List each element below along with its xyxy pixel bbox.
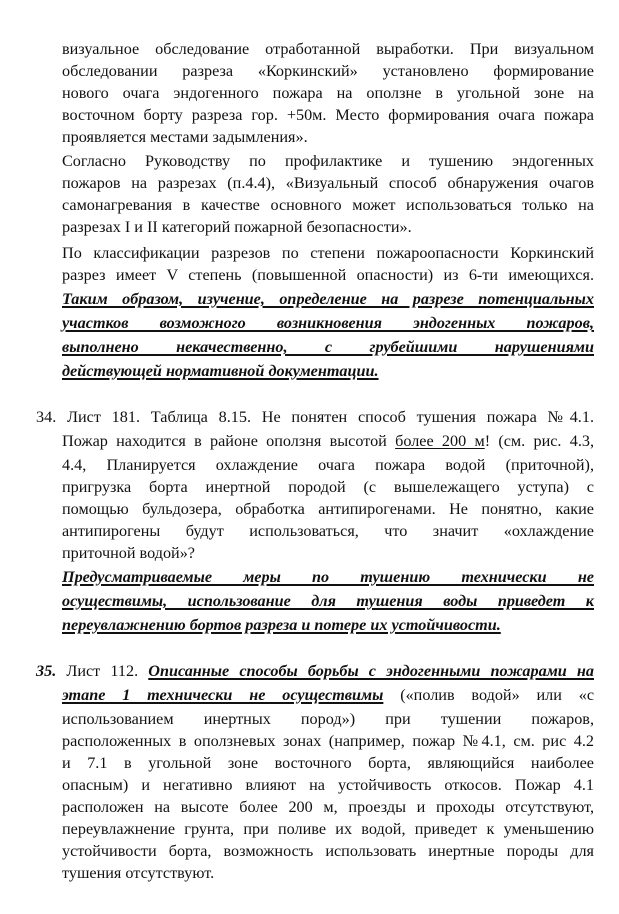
text-line: тушения отсутствуют. xyxy=(62,864,215,882)
text-span: ! (см. рис. 4.3, xyxy=(484,432,595,450)
text-line: нового очага эндогенного пожара на оползне в угольной зоне на xyxy=(62,84,594,102)
text-line: помощью бульдозера, обработка антипирогенами. Не понятно, какие xyxy=(62,500,594,518)
conclusion-line: Предусматриваемые меры по тушению технически не xyxy=(62,568,594,586)
item-35-heading xyxy=(36,660,594,682)
text-line: опасным) и негативно влияют на устойчивость откосов. Пожар 4.1 xyxy=(62,776,594,794)
text-line: антипирогены будут использоваться, что значит «охлаждение xyxy=(62,522,594,540)
text-line: Согласно Руководству по профилактике и тушению эндогенных xyxy=(62,152,594,170)
emphasis-text: Описанные способы борьбы с эндогенными пожарами на xyxy=(148,662,594,680)
conclusion-line: осуществимы, использование для тушения воды приведет к xyxy=(62,592,594,610)
text-line: обследовании разреза «Коркинский» установлено формирование xyxy=(62,62,594,80)
text-line: восточном борту разреза гор. +50м. Место формирования очага пожара xyxy=(62,106,594,124)
text-line: пригрузка борта инертной породой (с вышележащего уступа) с xyxy=(62,478,594,496)
underlined-text: более 200 м xyxy=(395,432,485,450)
text-line: расположен на высоте более 200 м, проезды и проходы отсутствуют, xyxy=(62,798,594,816)
conclusion-line: переувлажнению бортов разреза и потере их устойчивости. xyxy=(62,616,501,634)
text-line: разрезах I и II категорий пожарной безопасности». xyxy=(62,218,412,236)
text-span: Пожар находится в районе оползня высотой xyxy=(62,432,396,450)
text-line: приточной водой»? xyxy=(62,544,195,562)
text-line: переувлажнение грунта, при поливе их водой, приведет к уменьшению xyxy=(62,820,594,838)
text-line: По классификации разрезов по степени пожароопасности Коркинский xyxy=(62,244,594,262)
text-line xyxy=(62,430,594,452)
text-line: расположенных в оползневых зонах (например, пожар №4.1, см. рис 4.2 xyxy=(62,732,594,750)
conclusion-line: Таким образом, изучение, определение на разрезе потенциальных xyxy=(62,290,594,308)
text-line: и 7.1 в угольной зоне восточного борта, являющийся наиболее xyxy=(62,754,594,772)
text-span: («полив водой» или «с xyxy=(383,686,595,704)
text-line: использованием инертных пород») при тушении пожаров, xyxy=(62,710,594,728)
text-line xyxy=(62,684,594,706)
conclusion-line: действующей нормативной документации. xyxy=(62,362,379,380)
text-line: визуальное обследование отработанной выработки. При визуальном xyxy=(62,40,594,58)
conclusion-line: выполнено некачественно, с грубейшими нарушениями xyxy=(62,338,594,356)
conclusion-line: участков возможного возникновения эндогенных пожаров, xyxy=(62,314,594,332)
item-34-heading: 34. Лист 181. Таблица 8.15. Не понятен способ тушения пожара №4.1. xyxy=(36,408,594,426)
emphasis-text: этапе 1 технически не осуществимы xyxy=(62,686,384,704)
text-line: самонагревания в качестве основного может использоваться только на xyxy=(62,196,594,214)
text-line: разрез имеет V степень (повышенной опасности) из 6-ти имеющихся. xyxy=(62,266,594,284)
text-line: 4.4, Планируется охлаждение очага пожара водой (приточной), xyxy=(62,456,594,474)
text-span: Лист 112. xyxy=(56,662,149,680)
text-line: пожаров на разрезах (п.4.4), «Визуальный способ обнаружения очагов xyxy=(62,174,594,192)
item-number: 35. xyxy=(36,662,57,680)
text-line: устойчивости борта, возможность использовать инертные породы для xyxy=(62,842,594,860)
text-line: проявляется местами задымления». xyxy=(62,128,308,146)
